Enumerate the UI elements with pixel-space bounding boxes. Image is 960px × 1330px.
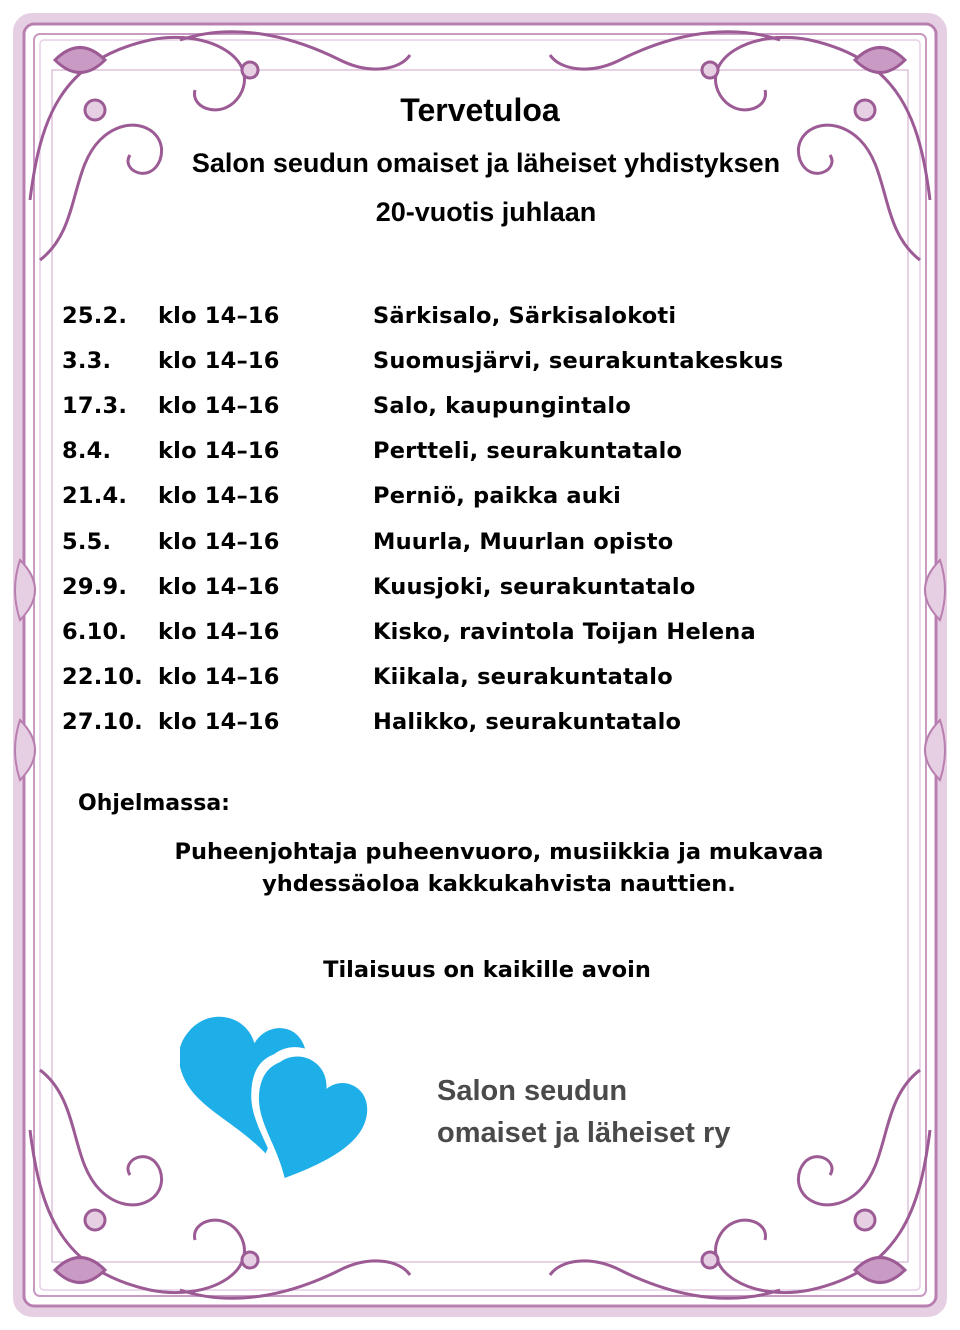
open-event-note: Tilaisuus on kaikille avoin [323,957,651,983]
schedule-place: Halikko, seurakuntatalo [373,709,682,736]
schedule-date: 27.10. [62,709,143,736]
schedule-date: 29.9. [62,573,128,600]
program-description [0,836,960,900]
organization-logo-text [437,1070,730,1154]
schedule-time: klo 14–16 [158,709,280,736]
schedule-time: klo 14–16 [158,664,280,691]
schedule-time: klo 14–16 [158,573,280,600]
program-label: Ohjelmassa: [78,791,230,816]
schedule-place: Kiikala, seurakuntatalo [373,664,673,691]
schedule-list [62,293,862,745]
schedule-time: klo 14–16 [158,528,280,555]
subtitle-line-2: 20-vuotis juhlaan [375,197,597,227]
schedule-row [62,383,862,428]
schedule-time: klo 14–16 [158,438,280,465]
schedule-row [62,655,862,700]
schedule-time: klo 14–16 [158,392,280,419]
schedule-date: 17.3. [62,392,128,419]
schedule-place: Suomusjärvi, seurakuntakeskus [373,347,784,374]
schedule-time: klo 14–16 [158,483,280,510]
program-line-1: Puheenjohtaja puheenvuoro, musiikkia ja mukavaa [174,839,824,865]
schedule-time: klo 14–16 [158,302,280,329]
subtitle-line-1: Salon seudun omaiset ja läheiset yhdistyksen [191,148,781,178]
schedule-row [62,519,862,564]
page-title: Tervetuloa [400,92,560,128]
schedule-date: 21.4. [62,483,128,510]
schedule-date: 25.2. [62,302,128,329]
schedule-place: Särkisalo, Särkisalokoti [373,302,677,329]
logo-line-1: Salon seudun [437,1075,628,1107]
schedule-place: Kisko, ravintola Toijan Helena [373,618,756,645]
two-hearts-icon [180,1005,380,1190]
schedule-time: klo 14–16 [158,347,280,374]
schedule-place: Kuusjoki, seurakuntatalo [373,573,696,600]
schedule-row [62,338,862,383]
schedule-date: 3.3. [62,347,112,374]
schedule-time: klo 14–16 [158,618,280,645]
schedule-place: Pertteli, seurakuntatalo [373,438,683,465]
program-line-2: yhdessäoloa kakkukahvista nauttien. [262,871,736,897]
schedule-row [62,609,862,654]
schedule-row [62,700,862,745]
schedule-place: Muurla, Muurlan opisto [373,528,674,555]
schedule-date: 22.10. [62,664,143,691]
schedule-place: Perniö, paikka auki [373,483,622,510]
logo-line-2: omaiset ja läheiset ry [437,1117,731,1149]
schedule-row [62,293,862,338]
schedule-date: 8.4. [62,438,112,465]
schedule-row [62,474,862,519]
schedule-row [62,429,862,474]
schedule-date: 5.5. [62,528,112,555]
schedule-place: Salo, kaupungintalo [373,392,631,419]
schedule-date: 6.10. [62,618,128,645]
schedule-row [62,564,862,609]
